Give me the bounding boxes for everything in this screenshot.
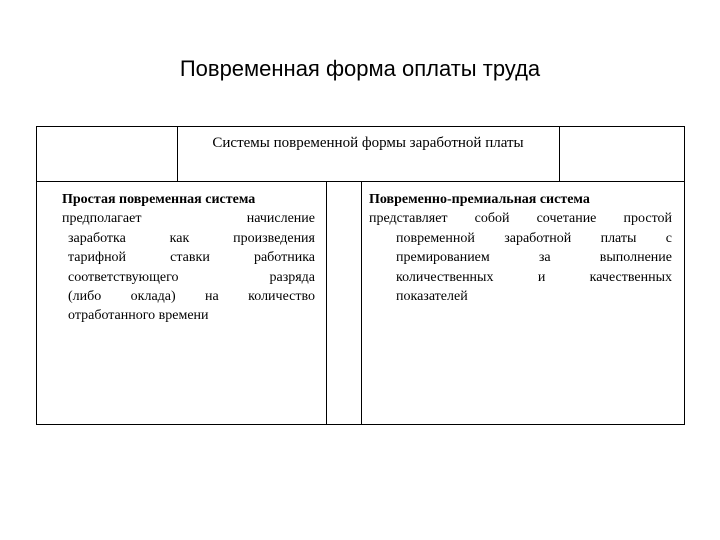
page-title: Повременная форма оплаты труда bbox=[179, 56, 541, 81]
simple-time-system-text-line: соответствующего разряда bbox=[68, 269, 315, 285]
simple-time-system-heading: Простая повременная система bbox=[62, 192, 256, 207]
time-bonus-system-text-line: повременной заработной платы с bbox=[396, 230, 672, 246]
simple-time-system-text-line: (либо оклада) на количество bbox=[68, 289, 315, 305]
time-bonus-system-text-line: показателей bbox=[396, 289, 468, 305]
time-bonus-system-cell bbox=[369, 190, 672, 306]
column-divider-right bbox=[361, 181, 362, 424]
systems-header: Системы повременной формы заработной платы bbox=[212, 135, 524, 151]
simple-time-system-text-line: отработанного времени bbox=[68, 308, 209, 324]
time-bonus-system-heading: Повременно-премиальная система bbox=[369, 192, 590, 207]
column-divider-left bbox=[326, 181, 327, 424]
simple-time-system-text-line: предполагает начисление bbox=[62, 211, 315, 227]
time-bonus-system-text-line: количественных и качественных bbox=[396, 269, 672, 285]
simple-time-system-cell bbox=[62, 190, 315, 326]
time-bonus-system-text-line: премированием за выполнение bbox=[396, 250, 672, 266]
simple-time-system-text-line: заработка как произведения bbox=[68, 230, 315, 246]
time-bonus-system-text-line: представляет собой сочетание простой bbox=[369, 211, 672, 227]
simple-time-system-text-line: тарифной ставки работника bbox=[68, 250, 315, 266]
header-right-divider bbox=[559, 126, 560, 181]
